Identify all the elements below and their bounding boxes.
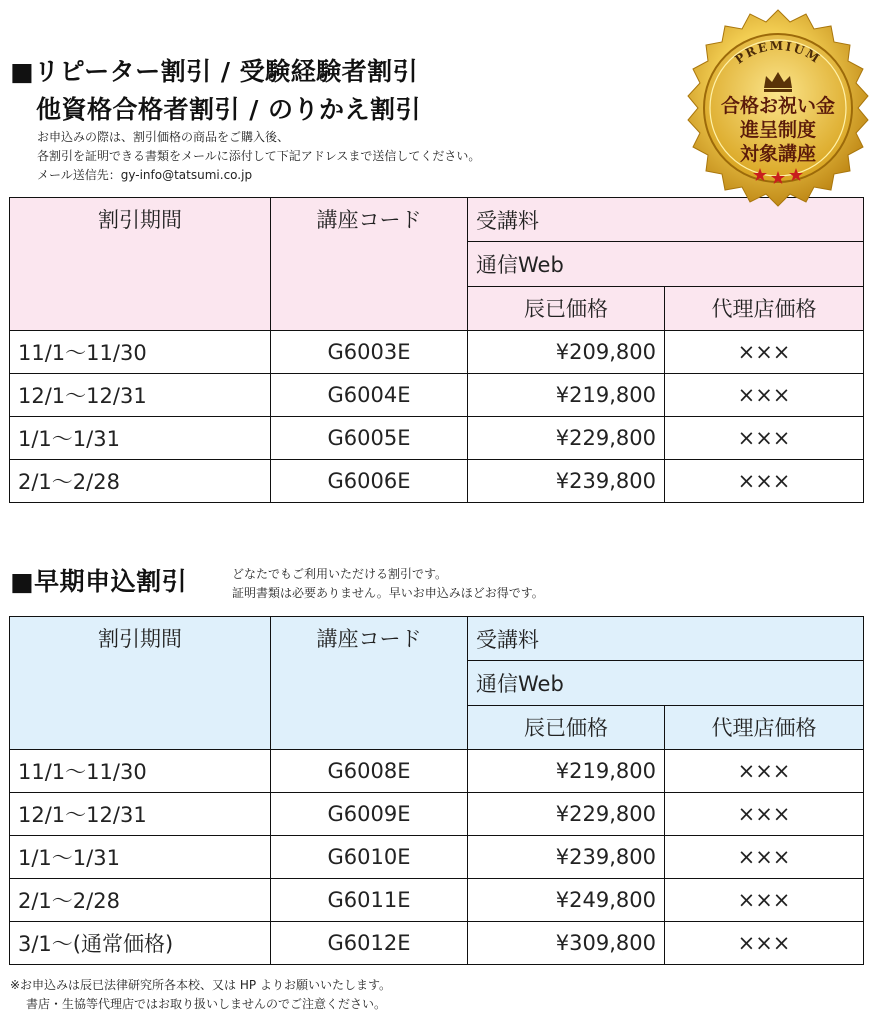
footer-note-line: 書店・生協等代理店ではお取り扱いしませんのでご注意ください。 <box>26 997 387 1011</box>
code-cell: G6004E <box>271 374 468 417</box>
period-cell: 3/1～(通常価格) <box>10 922 271 965</box>
code-cell: G6012E <box>271 922 468 965</box>
code-cell: G6011E <box>271 879 468 922</box>
price-cell: ¥309,800 <box>468 922 665 965</box>
section1-note-line: 各割引を証明できる書類をメールに添付して下記アドレスまで送信してください。 <box>37 149 481 163</box>
agent-price-cell: ××× <box>665 793 864 836</box>
price-cell: ¥229,800 <box>468 793 665 836</box>
agent-price-cell: ××× <box>665 374 864 417</box>
period-cell: 11/1～11/30 <box>10 750 271 793</box>
agent-price-cell: ××× <box>665 331 864 374</box>
footer-notes <box>10 976 391 1014</box>
header-period: 割引期間 <box>10 198 271 331</box>
section2-title: ■早期申込割引 <box>10 567 188 596</box>
badge-line3: 対象講座 <box>739 143 817 165</box>
repeater-discount-table <box>9 197 864 503</box>
code-cell: G6006E <box>271 460 468 503</box>
header-medium: 通信Web <box>468 242 864 286</box>
code-cell: G6005E <box>271 417 468 460</box>
table-row <box>10 374 864 417</box>
period-cell: 2/1～2/28 <box>10 879 271 922</box>
agent-price-cell: ××× <box>665 922 864 965</box>
price-cell: ¥239,800 <box>468 836 665 879</box>
table-row <box>10 836 864 879</box>
section1-notes <box>37 128 480 185</box>
table-row <box>10 922 864 965</box>
code-cell: G6003E <box>271 331 468 374</box>
section1-title-line1: ■リピーター割引 / 受験経験者割引 <box>10 57 419 86</box>
period-cell: 1/1～1/31 <box>10 417 271 460</box>
price-cell: ¥219,800 <box>468 750 665 793</box>
table-row <box>10 750 864 793</box>
agent-price-cell: ××× <box>665 879 864 922</box>
early-application-discount-table <box>9 616 864 965</box>
badge-premium-text: PREMIUM <box>732 38 824 67</box>
section1-note-line: お申込みの際は、割引価格の商品をご購入後、 <box>37 130 290 144</box>
section2-notes <box>232 565 544 603</box>
code-cell: G6009E <box>271 793 468 836</box>
period-cell: 11/1～11/30 <box>10 331 271 374</box>
header-course-code: 講座コード <box>271 617 468 750</box>
price-cell: ¥209,800 <box>468 331 665 374</box>
price-cell: ¥239,800 <box>468 460 665 503</box>
table-row <box>10 417 864 460</box>
period-cell: 2/1～2/28 <box>10 460 271 503</box>
price-cell: ¥219,800 <box>468 374 665 417</box>
header-period: 割引期間 <box>10 617 271 750</box>
section2-note-line: どなたでもご利用いただける割引です。 <box>232 567 448 581</box>
code-cell: G6010E <box>271 836 468 879</box>
period-cell: 12/1～12/31 <box>10 374 271 417</box>
table-row <box>10 793 864 836</box>
header-fee: 受講料 <box>468 617 864 661</box>
agent-price-cell: ××× <box>665 460 864 503</box>
table-row <box>10 331 864 374</box>
header-tatsumi-price: 辰已価格 <box>468 286 665 330</box>
header-course-code: 講座コード <box>271 198 468 331</box>
section1-email-line: メール送信先：gy-info@tatsumi.co.jp <box>37 168 253 182</box>
footer-note-line: ※お申込みは辰已法律研究所各本校、又は HP よりお願いいたします。 <box>10 978 391 992</box>
header-fee: 受講料 <box>468 198 864 242</box>
table-row <box>10 879 864 922</box>
agent-price-cell: ××× <box>665 836 864 879</box>
agent-price-cell: ××× <box>665 750 864 793</box>
agent-price-cell: ××× <box>665 417 864 460</box>
code-cell: G6008E <box>271 750 468 793</box>
table-row <box>10 460 864 503</box>
header-tatsumi-price: 辰已価格 <box>468 705 665 749</box>
price-cell: ¥229,800 <box>468 417 665 460</box>
section1-title-line2: 他資格合格者割引 / のりかえ割引 <box>36 95 422 124</box>
header-agent-price: 代理店価格 <box>665 286 864 330</box>
section2-note-line: 証明書類は必要ありません。早いお申込みほどお得です。 <box>232 586 544 600</box>
period-cell: 12/1～12/31 <box>10 793 271 836</box>
price-cell: ¥249,800 <box>468 879 665 922</box>
header-medium: 通信Web <box>468 661 864 705</box>
badge-line2: 進呈制度 <box>739 119 817 141</box>
period-cell: 1/1～1/31 <box>10 836 271 879</box>
badge-line1: 合格お祝い金 <box>720 95 836 117</box>
header-agent-price: 代理店価格 <box>665 705 864 749</box>
premium-badge <box>678 8 878 208</box>
